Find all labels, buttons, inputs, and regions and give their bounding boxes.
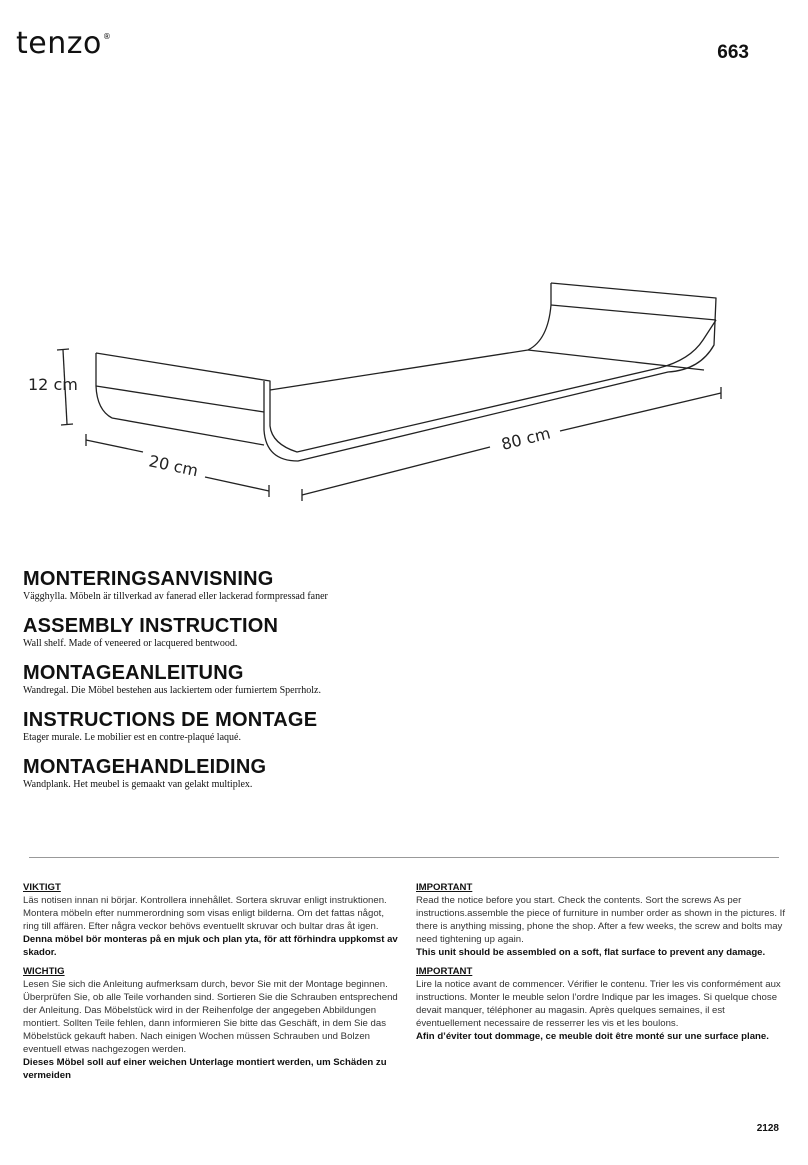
heading-title: MONTAGEANLEITUNG	[23, 662, 244, 684]
notices-right-column	[416, 881, 792, 1049]
notice-title: VIKTIGT	[23, 882, 61, 893]
heading-title: MONTERINGSANVISNING	[23, 568, 274, 590]
notice-body: Read the notice before you start. Check the contents. Sort the screws As per instructions.assemble the piece of furniture in number order as shown in the pictures. If there is anything missing, phone the shop. After a few weeks, the screw and bolts may need tightening up again.	[416, 895, 786, 945]
heading-nl	[23, 756, 783, 791]
notice-warning: Dieses Möbel soll auf einer weichen Unterlage montiert werden, um Schäden zu vermeiden	[23, 1057, 387, 1081]
model-number: 663	[717, 42, 749, 63]
heading-title: INSTRUCTIONS DE MONTAGE	[23, 709, 318, 731]
heading-subtitle: Wall shelf. Made of veneered or lacquered bentwood.	[23, 638, 238, 649]
heading-title: MONTAGEHANDLEIDING	[23, 756, 267, 778]
multilingual-headings	[23, 568, 783, 803]
depth-label: 20 cm	[147, 451, 200, 481]
notice-title: IMPORTANT	[416, 966, 473, 977]
heading-de	[23, 662, 783, 697]
page-code: 2128	[756, 1123, 779, 1134]
notice-body: Lesen Sie sich die Anleitung aufmerksam durch, bevor Sie mit der Montage beginnen. Überprüfen Sie, ob alle Teile vorhanden sind. Sortieren Sie die Schrauben entsprechend der Anleitung. Das Möbelstück wird in der Reihenfolge der angegeben Abbildungen montiert. Sollten Teile fehlen, dann informieren Sie bitte das Geschäft, in dem Sie das Möbelstück gekauft haben. Nach einigen Wochen müssen Schrauben und Bolzen eventuell etwas nachgezogen werden.	[23, 979, 398, 1055]
notice-body: Lire la notice avant de commencer. Vérifier le contenu. Trier les vis conformément aux instructions. Monter le meuble selon l’ordre Indique par les images. Si quelque chose devait manquer, téléphoner au magasin. Après quelques semaines, il est éventuellement necessaire de resserrer les vis et les boulons.	[416, 979, 781, 1029]
notice-title: IMPORTANT	[416, 882, 473, 893]
brand-logo: tenzo®	[16, 26, 112, 61]
notice-title: WICHTIG	[23, 966, 65, 977]
heading-fr	[23, 709, 783, 744]
heading-title: ASSEMBLY INSTRUCTION	[23, 615, 279, 637]
heading-subtitle: Wandregal. Die Möbel bestehen aus lackiertem oder furniertem Sperrholz.	[23, 685, 321, 696]
notice-sv	[23, 881, 401, 959]
notice-warning: Denna möbel bör monteras på en mjuk och plan yta, för att förhindra uppkomst av skador.	[23, 934, 398, 958]
notice-de	[23, 965, 401, 1082]
notice-en	[416, 881, 792, 959]
heading-subtitle: Vägghylla. Möbeln är tillverkad av fanerad eller lackerad formpressad faner	[23, 591, 328, 602]
height-label: 12 cm	[28, 375, 78, 394]
notice-fr	[416, 965, 792, 1043]
notice-body: Läs notisen innan ni börjar. Kontrollera innehållet. Sortera skruvar enligt instruktionen. Montera möbeln efter nummerordning som visas enligt bilderna. Om det fattas något, ring till affären. Efter några veckor behövs eventuellt skruvar och bultar dras åt igen.	[23, 895, 387, 932]
notice-warning: Afin d’éviter tout dommage, ce meuble doit être monté sur une surface plane.	[416, 1031, 769, 1042]
width-label: 80 cm	[499, 423, 553, 454]
notices-left-column	[23, 881, 401, 1088]
heading-sv	[23, 568, 783, 603]
heading-en	[23, 615, 783, 650]
shelf-drawing	[0, 270, 808, 510]
notice-warning: This unit should be assembled on a soft, flat surface to prevent any damage.	[416, 947, 766, 958]
heading-subtitle: Etager murale. Le mobilier est en contre-plaqué laqué.	[23, 732, 241, 743]
heading-subtitle: Wandplank. Het meubel is gemaakt van gelakt multiplex.	[23, 779, 253, 790]
divider	[29, 857, 779, 858]
